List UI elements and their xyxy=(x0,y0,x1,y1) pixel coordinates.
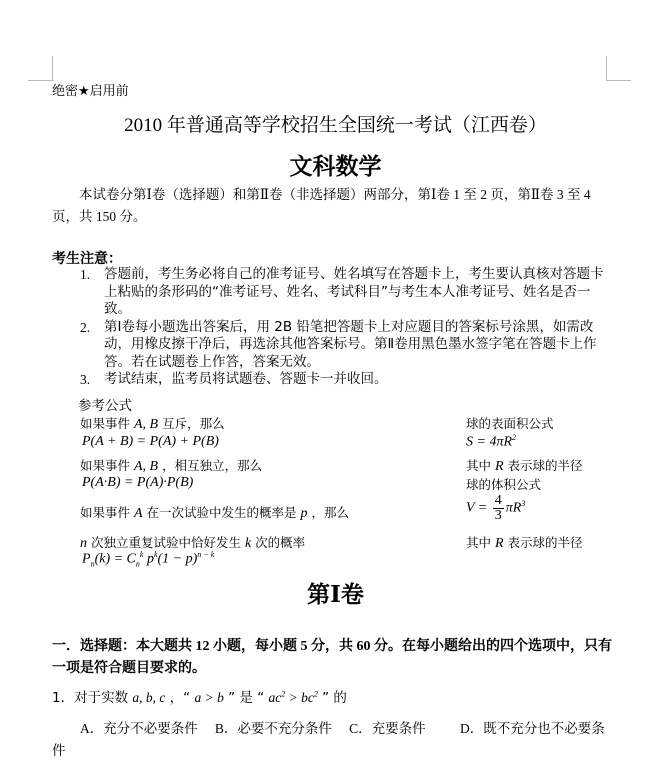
notice-item-number: 1. xyxy=(80,267,91,282)
formula-sphere-volume: V = $\frac{4}{3}$ $\pi R^3$ xyxy=(466,493,526,523)
formula-sphere-surface: $S = 4\pi R^2$ xyxy=(466,433,517,450)
option-b: B．必要不充分条件 xyxy=(214,721,332,737)
formula-text-mutually-exclusive: 如果事件 A, B 互斥，那么 xyxy=(80,416,225,432)
option-d: D．既不充分也不必要条件 xyxy=(52,721,605,759)
notice-list xyxy=(52,266,612,389)
confidential-label: 绝密★启用前 xyxy=(52,84,129,99)
section-instructions: 一．选择题：本大题共 12 小题，每小题 5 分，共 60 分。在每小题给出的四个选项中，只有一项是符合题目要求的。 xyxy=(52,639,612,676)
formula-heading: 参考公式 xyxy=(78,398,132,414)
option-a: A．充分不必要条件 xyxy=(80,721,198,737)
margin-corner-mark-top-left xyxy=(28,56,53,81)
formula-text-binomial: n 次独立重复试验中恰好发生 k 次的概率 xyxy=(80,535,306,551)
notice-item-text: 答题前，考生务必将自己的准考证号、姓名填写在答题卡上，考生要认真核对答题卡上粘贴的条形码的“准考证号、姓名、考试科目”与考生本人准考证号、姓名是否一致。 xyxy=(104,266,604,317)
notice-item-text: 第Ⅰ卷每小题选出答案后，用 2B 铅笔把答题卡上对应题目的答案标号涂黑，如需改动，用橡皮擦干净后，再选涂其他答案标号。第Ⅱ卷用黑色墨水签字笔在答题卡上作答。若在试题卷上作答，答案无效。 xyxy=(104,318,597,370)
question-1-options xyxy=(52,718,617,762)
subject-title: 文科数学 xyxy=(289,154,382,179)
part-one-heading: 第Ⅰ卷 xyxy=(307,582,364,607)
question-1-stem: 1．对于实数 a, b, c ，“ a > b ” 是 “ $ac^2 > bc^2$ ” 的 xyxy=(52,689,347,706)
formula-text-sphere-volume: 球的体积公式 xyxy=(466,477,542,492)
formula-binomial: $P_n(k) = C_n^k$ $p^k(1 - p)^{n - k}$ xyxy=(82,550,215,569)
intro-paragraph: 本试卷分第Ⅰ卷（选择题）和第Ⅱ卷（非选择题）两部分，第Ⅰ卷 1 至 2 页，第Ⅱ卷 3 至 4 页，共 150 分。 xyxy=(52,187,591,224)
formula-text-sphere-surface: 球的表面积公式 xyxy=(466,416,554,431)
exam-title: 2010 年普通高等学校招生全国统一考试（江西卷） xyxy=(124,115,547,136)
notice-item-number: 3. xyxy=(80,372,91,387)
notice-item-text: 考试结束，监考员将试题卷、答题卡一并收回。 xyxy=(104,371,388,387)
formula-text-probability-p: 如果事件 A 在一次试验中发生的概率是 p ，那么 xyxy=(80,505,349,521)
notice-item-number: 2. xyxy=(80,319,91,335)
formula-text-independent: 如果事件 A, B ，相互独立，那么 xyxy=(80,458,263,474)
option-c: C．充要条件 xyxy=(349,721,426,737)
notice-item xyxy=(52,371,612,389)
margin-corner-mark-top-right xyxy=(606,56,631,81)
notice-heading: 考生注意： xyxy=(52,252,122,267)
formula-product-rule: P(A·B) = P(A)·P(B) xyxy=(82,475,194,490)
formula-sum-rule: P(A + B) = P(A) + P(B) xyxy=(82,434,219,449)
notice-item xyxy=(52,266,612,319)
formula-text-radius-2: 其中 R 表示球的半径 xyxy=(466,535,583,551)
notice-item xyxy=(52,319,612,372)
formula-text-radius-1: 其中 R 表示球的半径 xyxy=(466,458,583,474)
